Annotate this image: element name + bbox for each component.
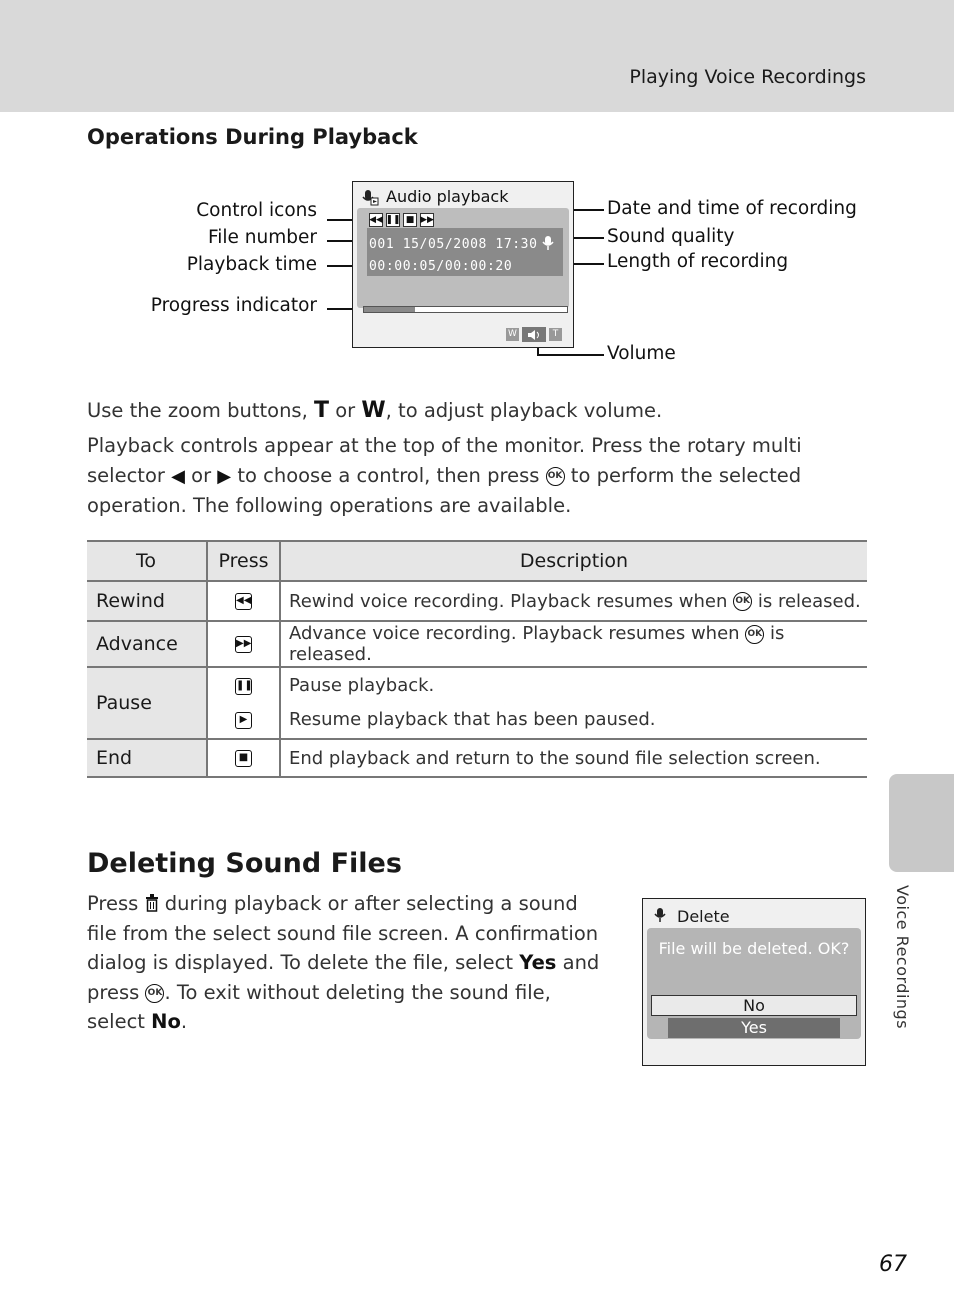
desc-pause: Pause playback.	[289, 675, 435, 696]
zoom-button-t: T	[314, 398, 330, 423]
sound-quality-icon	[541, 235, 555, 251]
progress-fill	[364, 307, 415, 312]
callout-volume: Volume	[607, 343, 676, 364]
page-number: 67	[879, 1252, 907, 1277]
volume-indicator	[506, 327, 562, 342]
chapter-label: Voice Recordings	[893, 885, 912, 1030]
operations-table	[87, 540, 867, 778]
controls-paragraph	[87, 431, 867, 521]
page-header-title: Playing Voice Recordings	[629, 66, 866, 88]
delete-text-2: during playback or after selecting a sound file from the select sound file screen. A confirmation dialog is displayed. To delete the file, select	[87, 892, 599, 974]
ok-button-icon: OK	[745, 625, 764, 644]
para-text-c: to perform the selected operation. The following operations are available.	[87, 463, 802, 517]
ok-button-icon: OK	[733, 592, 752, 611]
delete-text-5: .	[180, 1010, 188, 1033]
table-row	[87, 581, 867, 621]
volume-t-label: T	[549, 328, 562, 341]
callout-date-time: Date and time of recording	[607, 198, 857, 219]
play-icon: ▶	[235, 712, 252, 729]
table-header-row	[87, 541, 867, 581]
callout-length: Length of recording	[607, 251, 789, 272]
desc-advance-a: Advance voice recording. Playback resumes when	[289, 623, 746, 644]
progress-indicator	[363, 306, 568, 313]
delete-text-1: Press	[87, 892, 145, 915]
row-label-advance: Advance	[87, 621, 207, 667]
para-text-a: Playback controls appear at the top of the monitor. Press the rotary multi selector	[87, 434, 802, 487]
zoom-text-b: , to adjust playback volume.	[385, 399, 663, 422]
desc-rewind-b: is released.	[752, 590, 861, 612]
delete-text-4: . To exit without deleting the sound file, select	[87, 980, 551, 1033]
dialog-option-yes[interactable]: Yes	[668, 1018, 840, 1038]
pause-icon: ❚❚	[235, 678, 252, 695]
dialog-message: File will be deleted. OK?	[658, 939, 850, 958]
row-label-end: End	[87, 739, 207, 777]
voice-memo-icon	[361, 189, 379, 207]
delete-text-3: and press	[87, 951, 600, 1004]
delete-yes-keyword: Yes	[519, 951, 557, 974]
file-info-line: 001 15/05/2008 17:30	[369, 237, 538, 252]
dialog-title: Delete	[677, 907, 730, 926]
table-row	[87, 667, 867, 739]
col-header-description: Description	[280, 541, 867, 581]
volume-w-label: W	[506, 328, 519, 341]
stop-icon: ■	[235, 750, 252, 767]
para-text-or: or	[184, 463, 218, 487]
speaker-icon	[522, 327, 546, 342]
zoom-text-a: Use the zoom buttons,	[87, 399, 314, 422]
desc-resume: Resume playback that has been paused.	[289, 709, 656, 730]
control-icons	[369, 213, 434, 227]
chapter-tab	[889, 774, 954, 872]
fast-forward-icon: ▶▶	[235, 636, 252, 653]
delete-paragraph	[87, 889, 612, 1037]
col-header-press: Press	[207, 541, 280, 581]
delete-dialog-screen	[642, 898, 866, 1066]
left-arrow-icon: ◀	[171, 465, 185, 487]
section-heading-deleting: Deleting Sound Files	[87, 848, 402, 879]
zoom-text-or: or	[329, 399, 362, 422]
fast-forward-icon: ▶▶	[420, 215, 434, 225]
zoom-button-w: W	[361, 398, 386, 423]
pause-icon: ❚❚	[385, 215, 401, 225]
desc-end: End playback and return to the sound file selection screen.	[280, 739, 867, 777]
callout-playback-time: Playback time	[186, 254, 317, 275]
callout-file-number: File number	[207, 227, 317, 248]
callout-sound-quality: Sound quality	[607, 226, 735, 247]
rewind-icon: ◀◀	[235, 593, 252, 610]
para-text-b: to choose a control, then press	[231, 463, 546, 487]
right-arrow-icon: ▶	[217, 465, 232, 487]
desc-advance-b: is released.	[289, 623, 785, 665]
delete-no-keyword: No	[151, 1010, 181, 1033]
table-row	[87, 739, 867, 777]
ok-button-icon: OK	[145, 984, 164, 1003]
row-label-rewind: Rewind	[87, 581, 207, 621]
ok-button-icon: OK	[546, 467, 565, 486]
playback-time-line: 00:00:05/00:00:20	[369, 259, 513, 274]
audio-playback-screen	[352, 181, 574, 348]
dialog-option-no[interactable]: No	[651, 995, 857, 1016]
zoom-instruction	[87, 396, 877, 426]
trash-icon	[145, 894, 159, 912]
rewind-icon: ◀◀	[369, 215, 383, 225]
callout-progress-indicator: Progress indicator	[150, 295, 317, 316]
screen-title: Audio playback	[386, 187, 509, 206]
microphone-icon	[653, 907, 667, 923]
col-header-to: To	[87, 541, 207, 581]
row-label-pause: Pause	[87, 667, 207, 739]
callout-control-icons: Control icons	[196, 200, 317, 221]
stop-icon: ■	[403, 213, 417, 227]
section-heading-operations: Operations During Playback	[87, 125, 418, 149]
desc-rewind-a: Rewind voice recording. Playback resumes when	[289, 590, 734, 612]
table-row	[87, 621, 867, 667]
